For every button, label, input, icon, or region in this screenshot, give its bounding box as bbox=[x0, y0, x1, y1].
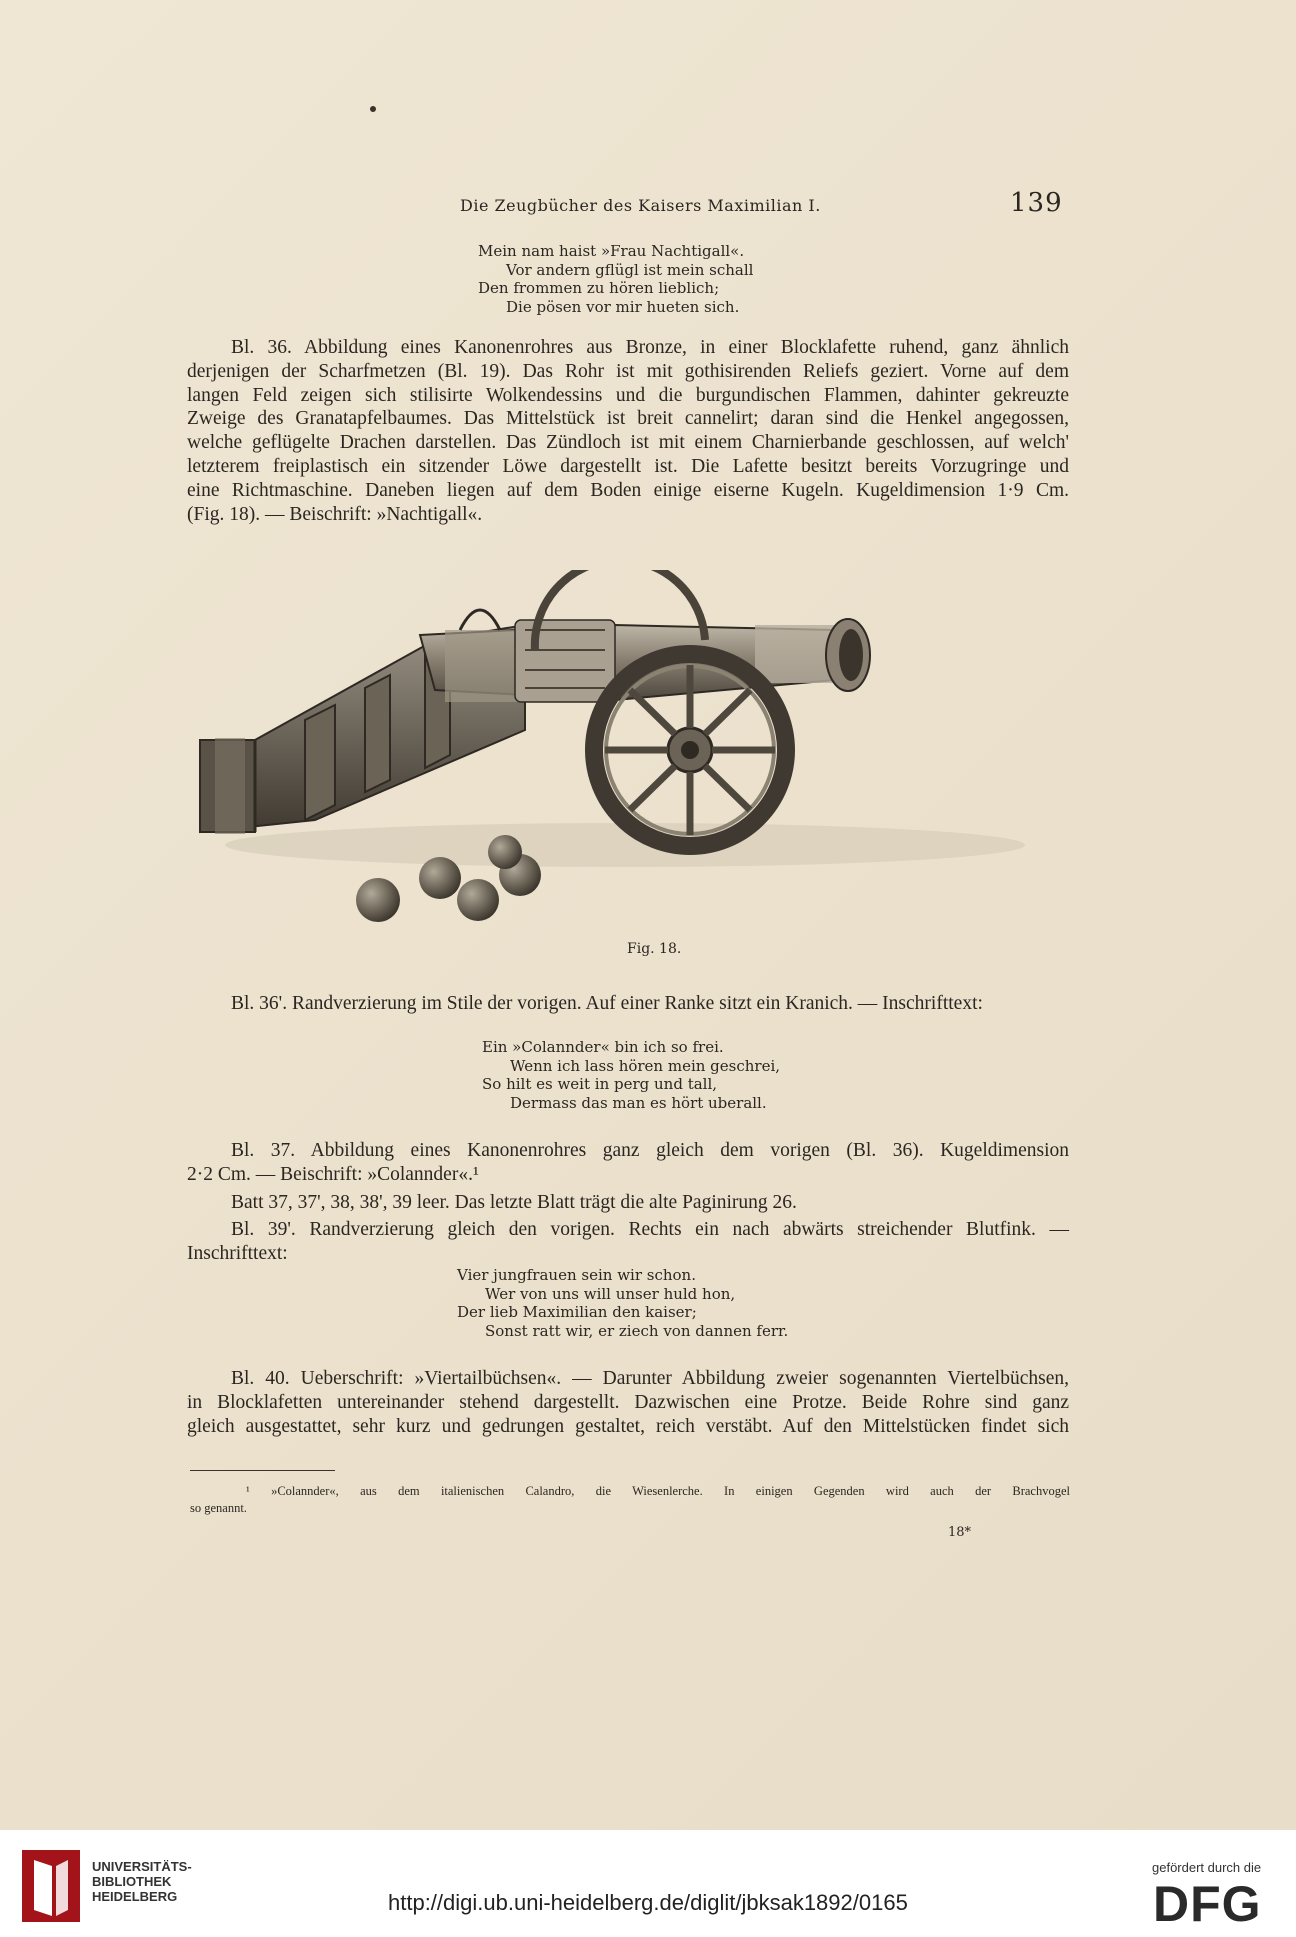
verse-colannder bbox=[482, 1038, 780, 1112]
verse-line: Sonst ratt wir, er ziech von dannen ferr. bbox=[485, 1321, 789, 1340]
cannon-illustration bbox=[195, 570, 1065, 935]
ink-speck bbox=[370, 106, 376, 112]
verse-nachtigall bbox=[478, 242, 753, 316]
text-line: letzterem freiplastisch ein sitzender Löwe dargestellt ist. Die Lafette besitzt bereits Vorzugringe und bbox=[187, 455, 1069, 477]
paragraph-leer bbox=[187, 1191, 1069, 1215]
funding-label: gefördert durch die bbox=[1152, 1860, 1262, 1875]
text-line: Bl. 37. Abbildung eines Kanonenrohres ganz gleich dem vorigen (Bl. 36). Kugeldimension bbox=[231, 1140, 1069, 1161]
library-name-line: UNIVERSITÄTS- bbox=[92, 1859, 192, 1874]
figure-caption: Fig. 18. bbox=[627, 941, 682, 957]
text-line: 2·2 Cm. — Beischrift: »Colannder«.¹ bbox=[187, 1163, 479, 1185]
verse-line: Vor andern gflügl ist mein schall bbox=[506, 260, 754, 279]
footnote bbox=[190, 1483, 1070, 1517]
text-line: Bl. 39'. Randverzierung gleich den vorigen. Rechts ein nach abwärts streichender Blutfink. — bbox=[231, 1219, 1069, 1240]
text-line: gleich ausgestattet, sehr kurz und gedrungen gestaltet, reich verstäbt. Auf den Mittelstücken findet sich bbox=[187, 1415, 1069, 1437]
carriage-wheel bbox=[594, 654, 786, 846]
library-name bbox=[92, 1859, 192, 1904]
paragraph-bl36 bbox=[187, 336, 1069, 526]
footnote-line: so genannt. bbox=[190, 1501, 247, 1515]
paragraph-bl40 bbox=[187, 1367, 1069, 1438]
verse-jungfrauen bbox=[457, 1266, 788, 1340]
paragraph-bl37 bbox=[187, 1139, 1069, 1187]
verse-line: Die pösen vor mir hueten sich. bbox=[506, 297, 740, 316]
text-line: in Blocklafetten untereinander stehend dargestellt. Dazwischen eine Protze. Beide Rohre sind ganz bbox=[187, 1391, 1069, 1413]
verse-line: Vier jungfrauen sein wir schon. bbox=[457, 1266, 696, 1284]
footnote-rule bbox=[190, 1470, 335, 1471]
verse-line: Mein nam haist »Frau Nachtigall«. bbox=[478, 242, 745, 260]
text-line: Batt 37, 37', 38, 38', 39 leer. Das letzte Blatt trägt die alte Paginirung 26. bbox=[231, 1192, 797, 1213]
footer-bar bbox=[0, 1830, 1296, 1937]
text-line: welche geflügelte Drachen darstellen. Das Zündloch ist mit einem Charnierbande geschlossen, auf welch' bbox=[187, 432, 1069, 454]
text-line: langen Feld zeigen sich stilisirte Wolkendessins und die burgundischen Flammen, dahinter gekreuzte bbox=[187, 384, 1069, 406]
verse-line: Dermass das man es hört uberall. bbox=[510, 1093, 767, 1112]
verse-line: Ein »Colannder« bin ich so frei. bbox=[482, 1038, 724, 1056]
university-library-logo bbox=[22, 1850, 80, 1922]
text-line: eine Richtmaschine. Daneben liegen auf dem Boden einige eiserne Kugeln. Kugeldimension 1·9 Cm. bbox=[187, 479, 1069, 501]
text-line: Bl. 40. Ueberschrift: »Viertailbüchsen«. — Darunter Abbildung zweier sogenannten Viertelbüchsen, bbox=[231, 1368, 1069, 1389]
running-header: Die Zeugbücher des Kaisers Maximilian I. bbox=[460, 196, 821, 215]
page-number: 139 bbox=[1010, 188, 1063, 218]
text-line: Bl. 36'. Randverzierung im Stile der vorigen. Auf einer Ranke sitzt ein Kranich. — Inschrifttext: bbox=[231, 993, 983, 1014]
verse-line: Wer von uns will unser huld hon, bbox=[485, 1284, 736, 1303]
signature-mark: 18* bbox=[948, 1525, 972, 1540]
library-name-line: BIBLIOTHEK bbox=[92, 1874, 172, 1889]
paragraph-bl39-verso bbox=[187, 1218, 1069, 1266]
text-line: derjenigen der Scharfmetzen (Bl. 19). Das Rohr ist mit gothisirenden Reliefs geziert. Vorne auf dem bbox=[187, 360, 1069, 382]
footnote-line: ¹ »Colannder«, aus dem italienischen Calandro, die Wiesenlerche. In einigen Gegenden wird auch der Brachvogel bbox=[246, 1484, 1070, 1498]
verse-line: Den frommen zu hören lieblich; bbox=[478, 279, 720, 297]
verse-line: Wenn ich lass hören mein geschrei, bbox=[510, 1056, 781, 1075]
verse-line: Der lieb Maximilian den kaiser; bbox=[457, 1303, 697, 1321]
text-line: Zweige des Granatapfelbaumes. Das Mittelstück ist breit cannelirt; daran sind die Henkel angegossen, bbox=[187, 408, 1069, 430]
paragraph-bl36-verso bbox=[187, 992, 1069, 1016]
text-line: Bl. 36. Abbildung eines Kanonenrohres aus Bronze, in einer Blocklafette ruhend, ganz ähnlich bbox=[231, 337, 1069, 358]
text-line: (Fig. 18). — Beischrift: »Nachtigall«. bbox=[187, 503, 483, 525]
library-name-line: HEIDELBERG bbox=[92, 1889, 178, 1904]
permalink[interactable]: http://digi.ub.uni-heidelberg.de/diglit/jbksak1892/0165 bbox=[388, 1890, 908, 1915]
dfg-logo: DFG bbox=[1153, 1876, 1262, 1932]
text-line: Inschrifttext: bbox=[187, 1242, 288, 1264]
verse-line: So hilt es weit in perg und tall, bbox=[482, 1075, 718, 1093]
